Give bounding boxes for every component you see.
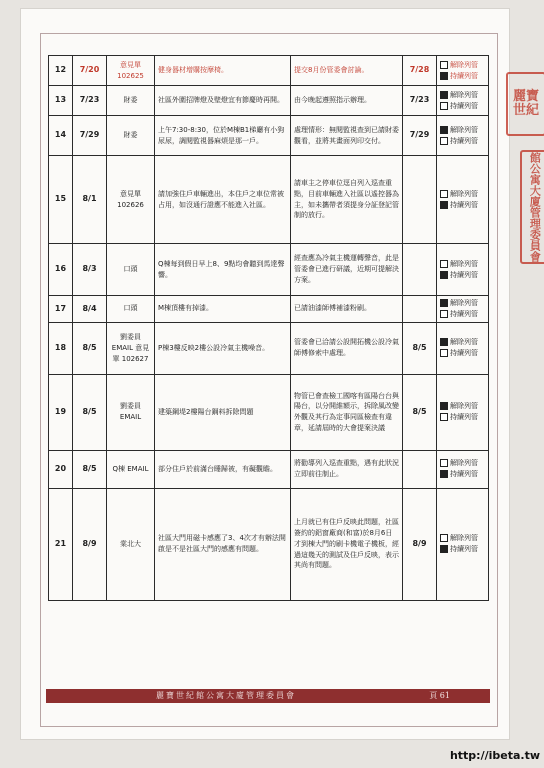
reply-cell: 處理情形：無閱監視查到已請財委觀看，並將其畫面列印交付。 <box>291 116 403 156</box>
status-option <box>440 309 485 320</box>
issue-cell: 請加強住戶車輛進出，本住戶之車位常被占用，如沒通行證應不能進入社區。 <box>155 156 291 244</box>
checked-box-icon <box>440 545 448 553</box>
issue-cell: 部分住戶於前滿台睡歸被，有礙觀瞻。 <box>155 450 291 488</box>
status-option <box>440 136 485 147</box>
checked-box-icon <box>440 299 448 307</box>
checked-box-icon <box>440 72 448 80</box>
checked-box-icon <box>440 91 448 99</box>
close-date-cell <box>403 156 437 244</box>
date-cell: 7/29 <box>73 116 107 156</box>
status-label: 解除列管 <box>450 60 478 69</box>
tracking-table <box>48 55 489 601</box>
table-row <box>49 56 489 86</box>
table-row <box>49 450 489 488</box>
status-label: 持續列管 <box>450 200 478 209</box>
row-number: 19 <box>49 374 73 450</box>
status-label: 持續列管 <box>450 413 478 422</box>
row-number: 21 <box>49 488 73 600</box>
checked-box-icon <box>440 271 448 279</box>
watermark-url: http://ibeta.tw <box>449 749 540 762</box>
status-label: 持續列管 <box>450 470 478 479</box>
empty-box-icon <box>440 534 448 542</box>
date-cell: 7/20 <box>73 56 107 86</box>
close-date-cell: 7/23 <box>403 86 437 116</box>
date-cell: 8/4 <box>73 296 107 323</box>
status-label: 解除列管 <box>450 459 478 468</box>
table-row <box>49 296 489 323</box>
status-option <box>440 60 485 71</box>
empty-box-icon <box>440 310 448 318</box>
checked-box-icon <box>440 201 448 209</box>
status-cell <box>437 296 489 323</box>
close-date-cell <box>403 244 437 296</box>
status-option <box>440 412 485 423</box>
row-number: 16 <box>49 244 73 296</box>
table-row <box>49 244 489 296</box>
row-number: 18 <box>49 322 73 374</box>
status-label: 持續列管 <box>450 349 478 358</box>
table-row <box>49 116 489 156</box>
close-date-cell: 8/5 <box>403 322 437 374</box>
close-date-cell: 7/28 <box>403 56 437 86</box>
row-number: 14 <box>49 116 73 156</box>
close-date-cell: 8/9 <box>403 488 437 600</box>
status-option <box>440 401 485 412</box>
source-cell: 劉委員 EMAIL <box>107 374 155 450</box>
row-number: 15 <box>49 156 73 244</box>
status-label: 解除列管 <box>450 299 478 307</box>
status-option <box>440 337 485 348</box>
status-label: 解除列管 <box>450 402 478 411</box>
source-cell: 意見單 102626 <box>107 156 155 244</box>
status-label: 持續列管 <box>450 309 478 318</box>
status-cell <box>437 450 489 488</box>
issue-cell: 健身器材增購按摩椅。 <box>155 56 291 86</box>
status-option <box>440 348 485 359</box>
close-date-cell: 7/29 <box>403 116 437 156</box>
reply-cell: 物管已會查檢工國喀有區陽台台與陽台，以分開維額示，拆除風改變外觀及其行為定事同區檢查有違章，延請屆時的大會提案決議 <box>291 374 403 450</box>
status-label: 解除列管 <box>450 125 478 134</box>
red-seal-stamp: 麗寶世紀 <box>506 72 544 136</box>
source-cell: Q棟 EMAIL <box>107 450 155 488</box>
status-cell <box>437 86 489 116</box>
status-cell <box>437 322 489 374</box>
status-label: 解除列管 <box>450 259 478 268</box>
date-cell: 8/5 <box>73 322 107 374</box>
empty-box-icon <box>440 459 448 467</box>
reply-cell: 由今晚起遵照指示辦理。 <box>291 86 403 116</box>
row-number: 12 <box>49 56 73 86</box>
empty-box-icon <box>440 102 448 110</box>
status-cell <box>437 56 489 86</box>
source-cell: 口頭 <box>107 296 155 323</box>
status-option <box>440 270 485 281</box>
reply-cell: 上月就已有住戶反映此問題，社區簽約的鋁窗廠商(和富)於8月6日才到棟大門的刷卡機電子機板，經過這幾天的測試及住戶反映，表示其尚有問題。 <box>291 488 403 600</box>
status-label: 解除列管 <box>450 534 478 543</box>
empty-box-icon <box>440 260 448 268</box>
status-option <box>440 101 485 112</box>
close-date-cell: 8/5 <box>403 374 437 450</box>
checked-box-icon <box>440 402 448 410</box>
status-label: 持續列管 <box>450 101 478 110</box>
status-label: 解除列管 <box>450 338 478 347</box>
close-date-cell <box>403 450 437 488</box>
table-row <box>49 488 489 600</box>
reply-cell: 已請油漆師傅補漆粉刷。 <box>291 296 403 323</box>
source-cell: 財委 <box>107 116 155 156</box>
issue-cell: 社區外圍招牌燈及壁燈宜有節慶時再開。 <box>155 86 291 116</box>
table-row <box>49 374 489 450</box>
empty-box-icon <box>440 190 448 198</box>
page-number: 頁 61 <box>429 691 450 700</box>
footer-band <box>46 689 490 703</box>
footer-title: 麗寶世紀館公寓大廈管理委員會 <box>156 691 296 700</box>
reply-cell: 管委會已洽請公設開拓機公設冷氣師傅修索中處理。 <box>291 322 403 374</box>
status-option <box>440 259 485 270</box>
status-option <box>440 125 485 136</box>
reply-cell: 經查應為冷氣主機運轉聲音，此是管委會已進行研議，近期可提解決方案。 <box>291 244 403 296</box>
reply-cell: 請車主之停車位逕自列入巡查重點，目前車輛進入社區以遙控器為主，如未攜帶者須提身分証登記管制的放行。 <box>291 156 403 244</box>
status-cell <box>437 244 489 296</box>
date-cell: 7/23 <box>73 86 107 116</box>
red-seal-stamp-committee: 館公寓大廈管理委員會 <box>520 150 544 264</box>
source-cell: 棠北大 <box>107 488 155 600</box>
issue-cell: Q棟每到假日早上8、9點均會聽到馬達聲響。 <box>155 244 291 296</box>
status-cell <box>437 116 489 156</box>
date-cell: 8/5 <box>73 450 107 488</box>
source-cell: 意見單 102625 <box>107 56 155 86</box>
date-cell: 8/1 <box>73 156 107 244</box>
status-option <box>440 533 485 544</box>
source-cell: 口頭 <box>107 244 155 296</box>
date-cell: 8/9 <box>73 488 107 600</box>
date-cell: 8/5 <box>73 374 107 450</box>
table-row <box>49 156 489 244</box>
issue-cell: M棟頂樓有掉漆。 <box>155 296 291 323</box>
status-option <box>440 544 485 555</box>
status-label: 持續列管 <box>450 545 478 554</box>
source-cell: 劉委員 EMAIL 意見單 102627 <box>107 322 155 374</box>
status-cell <box>437 488 489 600</box>
status-label: 持續列管 <box>450 136 478 145</box>
reply-cell: 將勸導列入巡查重點，遇有此狀況立即前往制止。 <box>291 450 403 488</box>
status-label: 持續列管 <box>450 71 478 80</box>
empty-box-icon <box>440 61 448 69</box>
row-number: 20 <box>49 450 73 488</box>
status-option <box>440 90 485 101</box>
empty-box-icon <box>440 413 448 421</box>
status-cell <box>437 374 489 450</box>
empty-box-icon <box>440 349 448 357</box>
issue-cell: 社區大門用磁卡感應了3、4次才有辦法開啟是不是社區大門的感應有問題。 <box>155 488 291 600</box>
issue-cell: 上午7:30-8:30，位於M棟B1梯廳有小狗尿尿，調閱監視器麻煩是那一戶。 <box>155 116 291 156</box>
status-cell <box>437 156 489 244</box>
status-option <box>440 71 485 82</box>
checked-box-icon <box>440 126 448 134</box>
issue-cell: 建築鋼堤2樓陽台鋼料拆除問題 <box>155 374 291 450</box>
row-number: 17 <box>49 296 73 323</box>
status-option <box>440 200 485 211</box>
empty-box-icon <box>440 137 448 145</box>
status-option <box>440 298 485 309</box>
issue-cell: P棟3樓反映2樓公設冷氣主機噪音。 <box>155 322 291 374</box>
checked-box-icon <box>440 470 448 478</box>
status-option <box>440 189 485 200</box>
source-cell: 財委 <box>107 86 155 116</box>
status-label: 解除列管 <box>450 90 478 99</box>
status-option <box>440 458 485 469</box>
reply-cell: 提交8月份管委會討論。 <box>291 56 403 86</box>
status-label: 解除列管 <box>450 189 478 198</box>
status-label: 持續列管 <box>450 270 478 279</box>
checked-box-icon <box>440 338 448 346</box>
close-date-cell <box>403 296 437 323</box>
status-option <box>440 469 485 480</box>
row-number: 13 <box>49 86 73 116</box>
date-cell: 8/3 <box>73 244 107 296</box>
table-row <box>49 322 489 374</box>
table-row <box>49 86 489 116</box>
